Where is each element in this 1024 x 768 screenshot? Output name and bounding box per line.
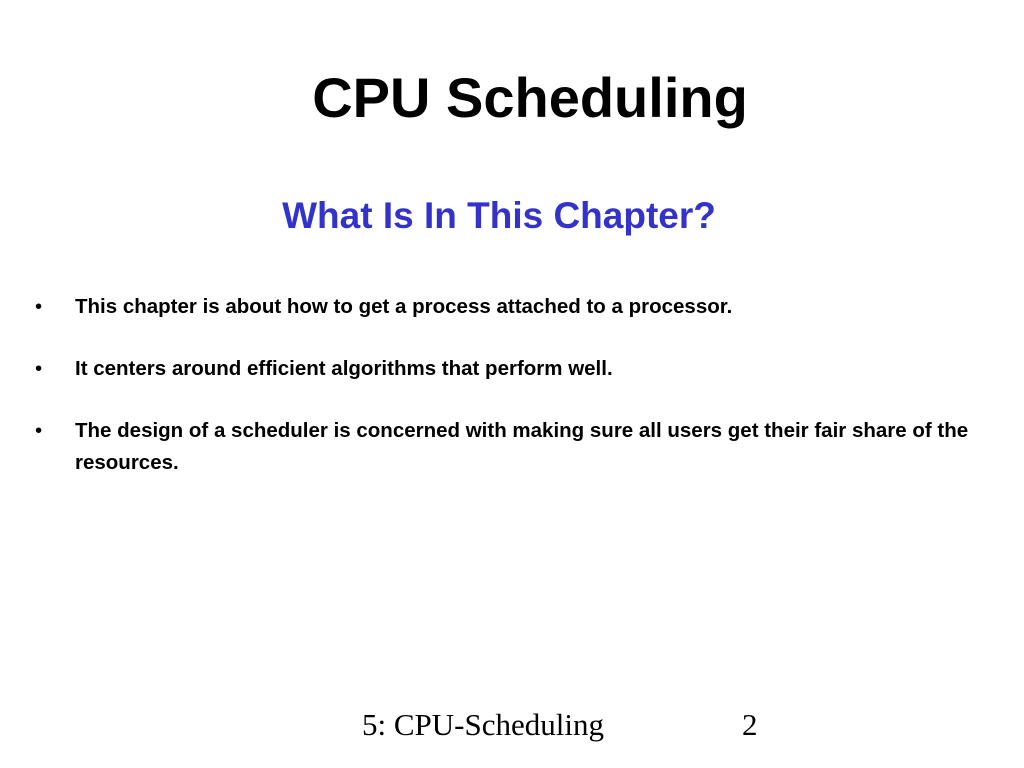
- bullet-dot-icon: •: [35, 419, 43, 442]
- bullet-item: [35, 353, 975, 385]
- page-number: 2: [742, 707, 758, 742]
- slide-title: CPU Scheduling: [312, 66, 748, 129]
- bullet-dot-icon: •: [35, 295, 43, 318]
- bullet-item: [35, 291, 975, 323]
- bullet-text: This chapter is about how to get a process attached to a processor.: [75, 295, 733, 318]
- bullet-text: The design of a scheduler is concerned with making sure all users get their fair share of the resources.: [75, 419, 969, 474]
- bullet-dot-icon: •: [35, 357, 43, 380]
- footer-chapter-label: 5: CPU-Scheduling: [362, 707, 604, 742]
- bullet-item: [35, 415, 975, 479]
- slide-subtitle: What Is In This Chapter?: [282, 195, 716, 236]
- bullet-text: It centers around efficient algorithms that perform well.: [75, 357, 613, 380]
- bullet-list: [35, 291, 975, 509]
